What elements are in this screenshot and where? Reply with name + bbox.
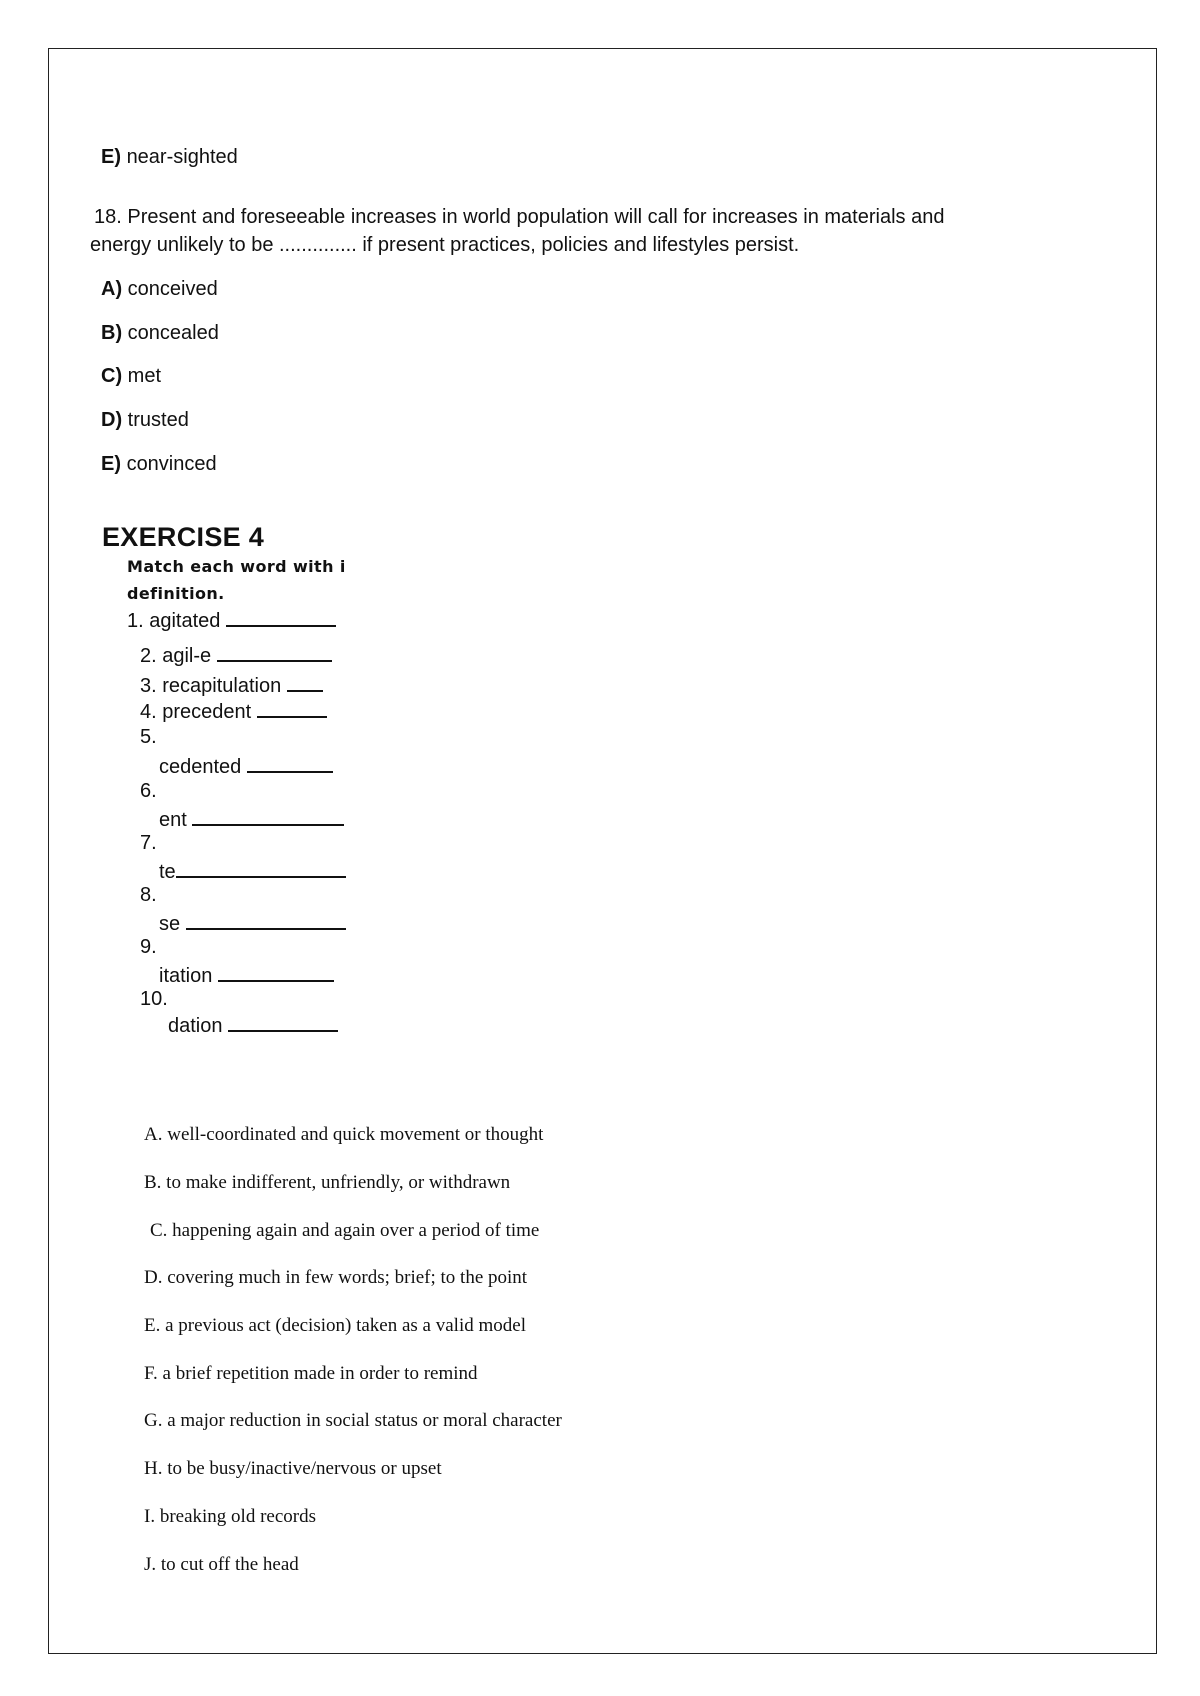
word-label: te [159,861,176,883]
word-label: 3. recapitulation [140,675,282,697]
answer-blank [176,858,346,878]
word-item-10 [168,1012,338,1038]
answer-blank [226,607,336,627]
q18-option-c [101,365,161,388]
definition-g: G. a major reduction in social status or moral character [144,1410,562,1431]
word-item-9-number: 9. [140,936,157,958]
definition-i: I. breaking old records [144,1506,316,1527]
option-text: conceived [127,278,218,300]
answer-blank [287,672,323,692]
option-letter: A) [101,278,123,300]
word-label: ent [159,809,187,831]
answer-blank [257,698,327,718]
word-item-4 [140,698,327,724]
option-letter: E) [101,146,121,168]
answer-blank [228,1012,338,1032]
q18-option-d [101,409,189,432]
answer-blank [192,806,344,826]
prev-option-e [101,146,238,169]
option-text: near-sighted [126,146,238,168]
word-item-1 [127,607,336,633]
answer-blank [217,642,332,662]
option-letter: E) [101,453,121,475]
definition-j: J. to cut off the head [144,1554,299,1575]
definition-c: C. happening again and again over a period of time [150,1220,540,1241]
word-label: itation [159,965,213,987]
word-item-3 [140,672,323,698]
word-label: 2. agil-e [140,645,212,667]
option-letter: C) [101,365,123,387]
word-item-9 [159,962,334,988]
exercise-instruction-line-2: definition. [127,584,225,603]
word-label: dation [168,1015,223,1037]
question-18-line-1: 18. Present and foreseeable increases in world population will call for increases in materials and [94,206,945,228]
word-item-8 [159,910,346,936]
word-item-7-number: 7. [140,832,157,854]
question-18-line-2: energy unlikely to be .............. if present practices, policies and lifestyles persist. [90,234,800,256]
q18-option-b [101,322,219,345]
exercise-instruction-line-1: Match each word with i [127,557,346,576]
definition-f: F. a brief repetition made in order to remind [144,1363,478,1384]
word-item-5 [159,753,333,779]
word-item-5-number: 5. [140,726,157,748]
word-item-6 [159,806,344,832]
q18-option-a [101,278,218,301]
word-label: 4. precedent [140,701,252,723]
word-label: 1. agitated [127,610,221,632]
option-letter: B) [101,322,123,344]
definition-h: H. to be busy/inactive/nervous or upset [144,1458,442,1479]
definition-d: D. covering much in few words; brief; to the point [144,1267,528,1288]
word-label: cedented [159,756,242,778]
word-item-2 [140,642,332,668]
word-item-7 [159,858,346,884]
q18-option-e [101,453,217,476]
option-text: convinced [126,453,217,475]
word-item-8-number: 8. [140,884,157,906]
answer-blank [218,962,334,982]
definition-a: A. well-coordinated and quick movement or thought [144,1124,544,1145]
definition-b: B. to make indifferent, unfriendly, or withdrawn [144,1172,511,1193]
word-item-6-number: 6. [140,780,157,802]
option-letter: D) [101,409,123,431]
definition-e: E. a previous act (decision) taken as a valid model [144,1315,526,1336]
answer-blank [186,910,346,930]
exercise-title: EXERCISE 4 [102,522,265,552]
option-text: met [127,365,162,387]
word-item-10-number: 10. [140,988,168,1010]
answer-blank [247,753,333,773]
option-text: concealed [127,322,219,344]
option-text: trusted [127,409,189,431]
word-label: se [159,913,181,935]
